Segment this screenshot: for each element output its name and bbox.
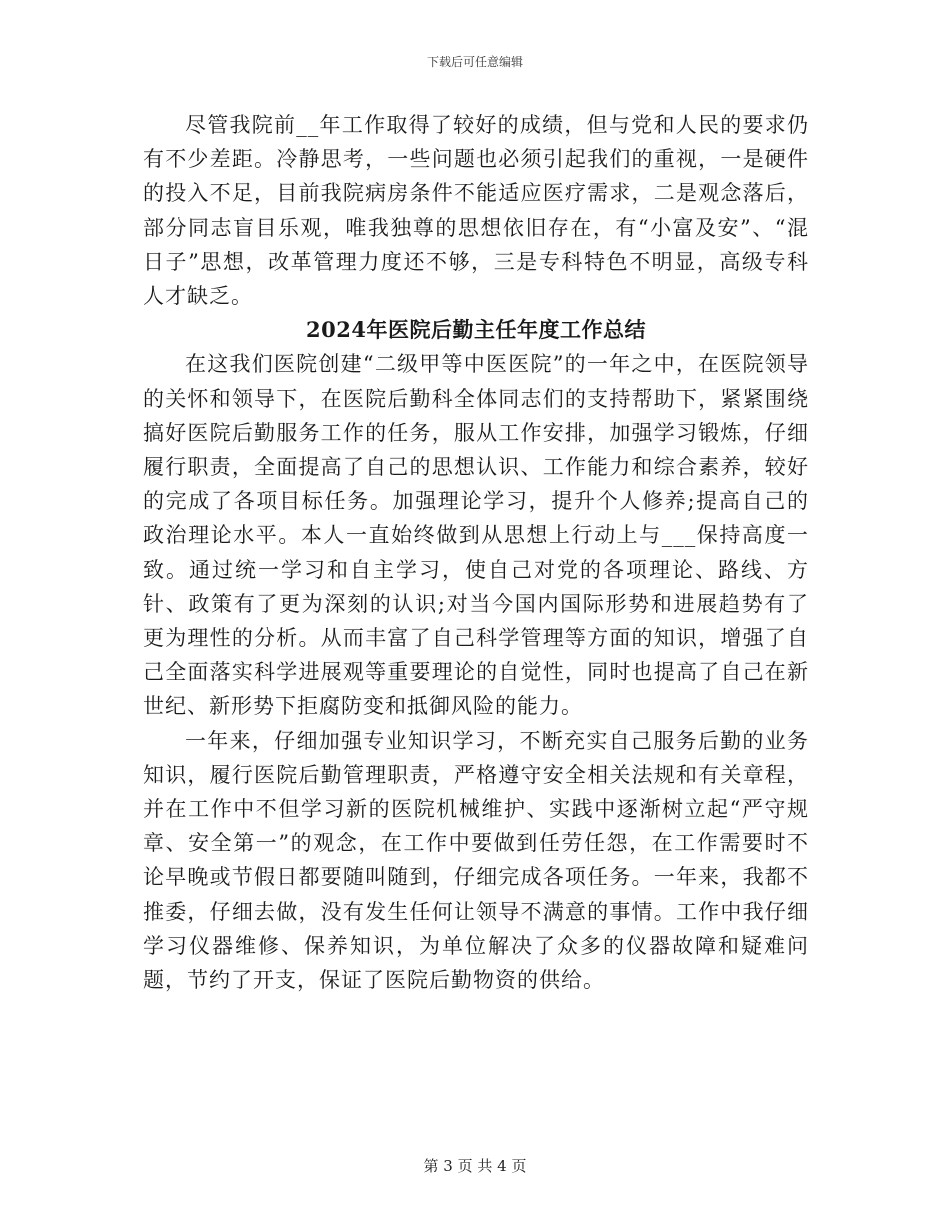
- paragraph-2: 一年来，仔细加强专业知识学习，不断充实自己服务后勤的业务知识，履行医院后勤管理职责，严格遵守安全相关法规和有关章程，并在工作中不但学习新的医院机械维护、实践中逐渐树立起“严守规章、安全第一”的观念，在工作中要做到任劳任怨，在工作需要时不论早晚或节假日都要随叫随到，仔细完成各项任务。一年来，我都不推委，仔细去做，没有发生任何让领导不满意的事情。工作中我仔细学习仪器维修、保养知识，为单位解决了众多的仪器故障和疑难问题，节约了开支，保证了医院后勤物资的供给。: [143, 728, 809, 993]
- page-number: 第 3 页 共 4 页: [423, 1157, 527, 1175]
- page-header-note: 下载后可任意编辑: [426, 55, 523, 69]
- document-body: [143, 108, 809, 997]
- paragraph-1: 在这我们医院创建“二级甲等中医医院”的一年之中，在医院领导的关怀和领导下，在医院后勤科全体同志们的支持帮助下，紧紧围绕搞好医院后勤服务工作的任务，服从工作安排，加强学习锻炼，仔细履行职责，全面提高了自己的思想认识、工作能力和综合素养，较好的完成了各项目标任务。加强理论学习，提升个人修养;提高自己的政治理论水平。本人一直始终做到从思想上行动上与___保持高度一致。通过统一学习和自主学习，使自己对党的各项理论、路线、方针、政策有了更为深刻的认识;对当今国内国际形势和进展趋势有了更为理性的分析。从而丰富了自己科学管理等方面的知识，增强了自己全面落实科学进展观等重要理论的自觉性，同时也提高了自己在新世纪、新形势下拒腐防变和抵御风险的能力。: [143, 352, 809, 719]
- paragraph-intro: 尽管我院前__年工作取得了较好的成绩，但与党和人民的要求仍有不少差距。冷静思考，一些问题也必须引起我们的重视，一是硬件的投入不足，目前我院病房条件不能适应医疗需求，二是观念落后，部分同志盲目乐观，唯我独尊的思想依旧存在，有“小富及安”、“混日子”思想，改革管理力度还不够，三是专科特色不明显，高级专科人才缺乏。: [143, 113, 809, 309]
- document-title: 2024年医院后勤主任年度工作总结: [306, 317, 646, 343]
